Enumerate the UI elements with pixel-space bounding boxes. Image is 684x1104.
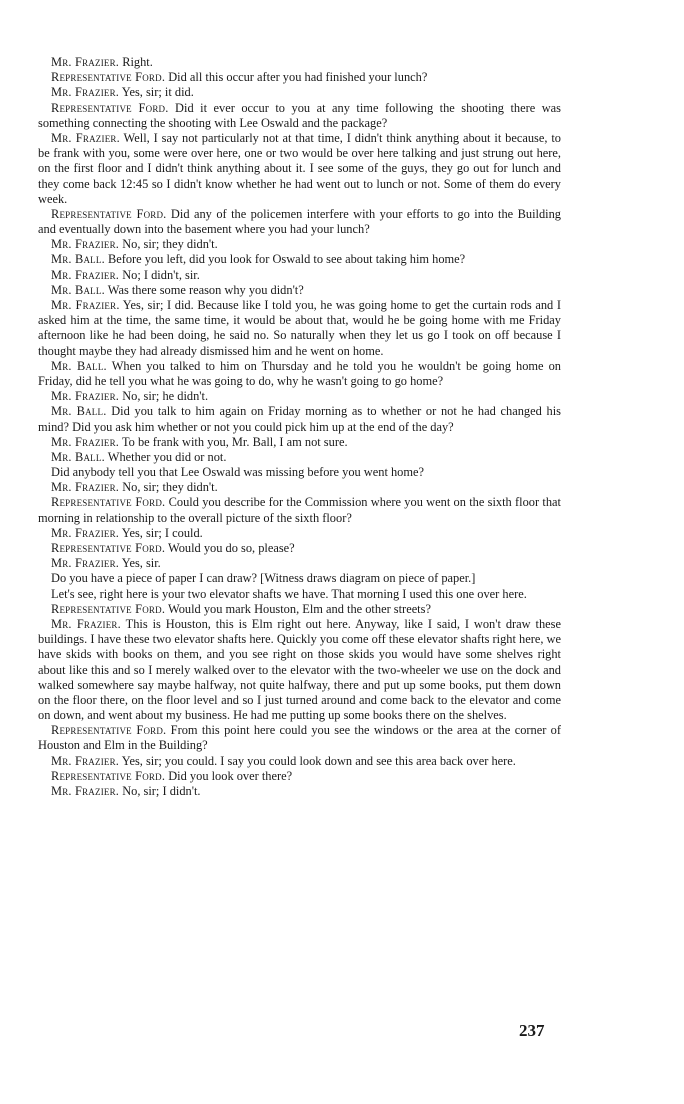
speaker-name: Mr. Frazier. <box>51 616 121 631</box>
testimony-paragraph <box>38 359 561 389</box>
paragraph-text: Did all this occur after you had finished your lunch? <box>165 70 428 85</box>
paragraph-text: No, sir; they didn't. <box>119 480 218 495</box>
speaker-name: Representative Ford. <box>51 541 166 555</box>
paragraph-text: From this point here could you see the windows or the area at the corner of Houston and Elm in the Building? <box>38 723 561 753</box>
paragraph-text: Let's see, right here is your two elevator shafts we have. That morning I used this one over here. <box>51 586 527 601</box>
paragraph-text: Did you look over there? <box>165 768 293 783</box>
paragraph-text: Before you left, did you look for Oswald to see about taking him home? <box>104 252 466 267</box>
testimony-paragraph <box>38 617 561 723</box>
paragraph-text: Yes, sir; I did. Because like I told you, he was going home to get the curtain rods and I asked him at the time, the same time, it would be about that, would he be going home with me Friday afternoon like he had been doing, he said no. So naturally when they let us go I took on off because I thought maybe they had already dismissed him and he went on home. <box>38 298 562 358</box>
testimony-paragraph <box>38 541 561 556</box>
speaker-name: Representative Ford. <box>51 206 167 221</box>
paragraph-text: No, sir; they didn't. <box>119 237 218 252</box>
testimony-paragraph <box>38 55 561 70</box>
speaker-name: Mr. Ball. <box>51 404 107 419</box>
speaker-name: Mr. Frazier. <box>51 753 120 768</box>
testimony-paragraph <box>38 404 561 434</box>
testimony-paragraph <box>38 480 561 495</box>
paragraph-text: Was there some reason why you didn't? <box>104 282 304 297</box>
paragraph-text: Well, I say not particularly not at that time, I didn't think anything about it because, to be frank with you, some were over here, one or two would be over here talking and just strung out here, on the first floor and I didn't think anything about it. I see some of the guys, they go out for lunch and they come back 12:45 so I didn't know whether he had went out to lunch or not. Some of them do every week. <box>38 130 561 206</box>
paragraph-text: Whether you did or not. <box>104 449 227 464</box>
paragraph-text: Do you have a piece of paper I can draw? [Witness draws diagram on piece of paper.] <box>51 571 476 586</box>
paragraph-text: No, sir; I didn't. <box>119 784 201 798</box>
testimony-paragraph <box>38 389 561 404</box>
testimony-paragraph <box>38 252 561 267</box>
paragraph-text: Did it ever occur to you at any time following the shooting there was something connecting the shooting with Lee Oswald and the package? <box>38 100 561 130</box>
speaker-name: Mr. Frazier. <box>51 525 120 540</box>
speaker-name: Representative Ford. <box>51 70 166 85</box>
speaker-name: Mr. Frazier. <box>51 389 120 404</box>
testimony-paragraph <box>38 70 561 85</box>
testimony-paragraph <box>38 526 561 541</box>
testimony-paragraph <box>38 465 561 480</box>
testimony-text <box>38 55 561 799</box>
speaker-name: Representative Ford. <box>51 495 166 510</box>
paragraph-text: Did any of the policemen interfere with your efforts to go into the Building and eventually down into the basement where you had your lunch? <box>38 206 561 237</box>
testimony-paragraph <box>38 298 561 359</box>
paragraph-text: Could you describe for the Commission where you went on the sixth floor that morning in relationship to the overall picture of the sixth floor? <box>38 495 561 525</box>
testimony-paragraph <box>38 754 561 769</box>
testimony-paragraph <box>38 131 561 207</box>
testimony-paragraph <box>38 435 561 450</box>
paragraph-text: To be frank with you, Mr. Ball, I am not sure. <box>119 434 348 449</box>
testimony-paragraph <box>38 101 561 131</box>
speaker-name: Representative Ford. <box>51 601 166 616</box>
testimony-paragraph <box>38 587 561 602</box>
speaker-name: Representative Ford. <box>51 768 166 783</box>
testimony-paragraph <box>38 495 561 525</box>
testimony-paragraph <box>38 237 561 252</box>
speaker-name: Mr. Ball. <box>51 282 105 297</box>
paragraph-text: No; I didn't, sir. <box>119 267 200 282</box>
paragraph-text: Right. <box>119 55 153 69</box>
speaker-name: Mr. Frazier. <box>51 267 120 282</box>
testimony-paragraph <box>38 283 561 298</box>
paragraph-text: When you talked to him on Thursday and he told you he wouldn't be going home on Friday, did he tell you what he was going to do, why he wasn't going to go home? <box>38 358 562 388</box>
speaker-name: Mr. Ball. <box>51 449 105 464</box>
speaker-name: Representative Ford. <box>51 723 167 738</box>
speaker-name: Mr. Frazier. <box>51 434 120 449</box>
speaker-name: Mr. Frazier. <box>51 55 120 69</box>
speaker-name: Mr. Frazier. <box>51 237 120 252</box>
testimony-paragraph <box>38 571 561 586</box>
paragraph-text: Yes, sir. <box>119 556 161 571</box>
testimony-paragraph <box>38 602 561 617</box>
speaker-name: Mr. Frazier. <box>51 130 120 145</box>
paragraph-text: Did you talk to him again on Friday morning as to whether or not he had changed his mind? Did you ask him whether or not you could pick him up at the end of the day? <box>38 404 561 434</box>
speaker-name: Mr. Frazier. <box>51 784 120 798</box>
paragraph-text: Yes, sir; you could. I say you could look down and see this area back over here. <box>119 753 516 768</box>
testimony-paragraph <box>38 769 561 784</box>
speaker-name: Mr. Ball. <box>51 252 105 267</box>
speaker-name: Representative Ford. <box>51 100 169 115</box>
speaker-name: Mr. Frazier. <box>51 480 120 495</box>
speaker-name: Mr. Frazier. <box>51 556 120 571</box>
paragraph-text: Would you mark Houston, Elm and the other streets? <box>165 601 431 616</box>
testimony-paragraph <box>38 723 561 753</box>
testimony-paragraph <box>38 784 561 799</box>
paragraph-text: This is Houston, this is Elm right out here. Anyway, like I said, I won't draw these buildings. I have these two elevator shafts here. Quickly you come off these elevator shafts right here, we have skids with books on them, and you see right on those skids you would have some shelves right about like this and so I merely walked over to the elevator with the two-wheeler we use on the dock and walked somewhere say maybe halfway, not quite halfway, there and put up some books, put them down on the floor there, on the floor level and so I just turned around and come back to the elevator and come on down, and went about my business. He had me putting up some books there on the shelves. <box>38 616 561 723</box>
testimony-paragraph <box>38 556 561 571</box>
speaker-name: Mr. Frazier. <box>51 298 120 312</box>
testimony-paragraph <box>38 268 561 283</box>
testimony-paragraph <box>38 85 561 100</box>
speaker-name: Mr. Ball. <box>51 358 107 373</box>
speaker-name: Mr. Frazier. <box>51 85 120 100</box>
paragraph-text: No, sir; he didn't. <box>119 389 209 404</box>
paragraph-text: Yes, sir; it did. <box>119 85 194 100</box>
testimony-paragraph <box>38 450 561 465</box>
testimony-paragraph <box>38 207 561 237</box>
paragraph-text: Did anybody tell you that Lee Oswald was missing before you went home? <box>51 465 425 480</box>
page-number: 237 <box>519 1021 545 1040</box>
paragraph-text: Would you do so, please? <box>165 541 295 555</box>
paragraph-text: Yes, sir; I could. <box>119 525 203 540</box>
